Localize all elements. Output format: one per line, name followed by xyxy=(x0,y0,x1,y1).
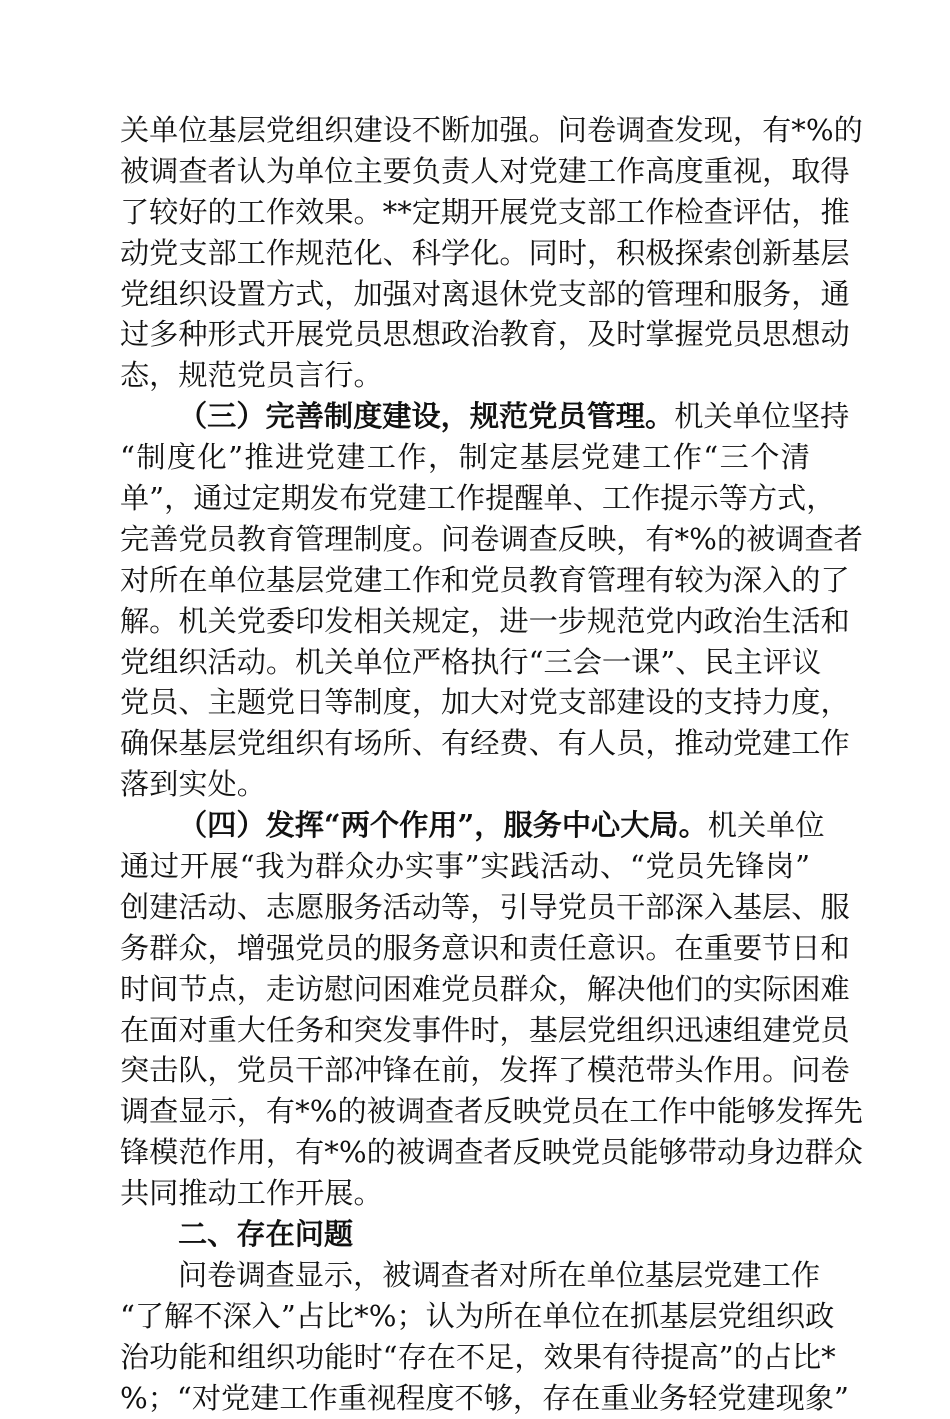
text-line: 单”，通过定期发布党建工作提醒单、工作提示等方式， xyxy=(120,481,836,516)
text-line: 过多种形式开展党员思想政治教育，及时掌握党员思想动 xyxy=(120,317,850,352)
text-line: 务群众，增强党员的服务意识和责任意识。在重要节日和 xyxy=(120,930,850,965)
paragraph-three-first-line xyxy=(120,396,850,437)
text-line: 党组织活动。机关单位严格执行“三会一课”、民主评议 xyxy=(120,644,822,679)
section-two-heading: 二、存在问题 xyxy=(178,1217,354,1252)
text-line: 问卷调查显示，被调查者对所在单位基层党建工作 xyxy=(178,1257,821,1292)
text-line: 在面对重大任务和突发事件时，基层党组织迅速组建党员 xyxy=(120,1012,850,1047)
text-line: 时间节点，走访慰问困难党员群众，解决他们的实际困难 xyxy=(120,971,850,1006)
text-line: 通过开展“我为群众办实事”实践活动、“党员先锋岗” xyxy=(120,849,810,884)
text-line: 对所在单位基层党建工作和党员教育管理有较为深入的了 xyxy=(120,562,850,597)
section-four-heading: （四）发挥“两个作用”，服务中心大局。 xyxy=(178,808,708,843)
text-line: 确保基层党组织有场所、有经费、有人员，推动党建工作 xyxy=(120,726,850,761)
text-fragment: 机关单位坚持 xyxy=(674,399,850,434)
text-line: 落到实处。 xyxy=(120,767,266,802)
text-line: 党组织设置方式，加强对离退休党支部的管理和服务，通 xyxy=(120,276,850,311)
document-page xyxy=(120,110,863,1419)
text-line: %；“对党建工作重视程度不够，存在重业务轻党建现象” xyxy=(120,1380,849,1415)
text-line: 突击队，党员干部冲锋在前，发挥了模范带头作用。问卷 xyxy=(120,1053,850,1088)
text-line: 党员、主题党日等制度，加大对党支部建设的支持力度， xyxy=(120,685,850,720)
text-line: 解。机关党委印发相关规定，进一步规范党内政治生活和 xyxy=(120,603,850,638)
text-line: 动党支部工作规范化、科学化。同时，积极探索创新基层 xyxy=(120,235,850,270)
text-line: 关单位基层党组织建设不断加强。问卷调查发现，有*%的 xyxy=(120,113,863,147)
text-line: 了较好的工作效果。**定期开展党支部工作检查评估，推 xyxy=(120,194,850,229)
text-line: 治功能和组织功能时“存在不足，效果有待提高”的占比* xyxy=(120,1339,836,1374)
text-line: 创建活动、志愿服务活动等，引导党员干部深入基层、服 xyxy=(120,889,850,924)
text-line: “制度化”推进党建工作，制定基层党建工作“三个清 xyxy=(120,440,810,475)
text-line: 共同推动工作开展。 xyxy=(120,1176,383,1211)
text-line: 完善党员教育管理制度。问卷调查反映，有*%的被调查者 xyxy=(120,521,863,556)
text-line: 态，规范党员言行。 xyxy=(120,358,383,393)
text-line: 调查显示，有*%的被调查者反映党员在工作中能够发挥先 xyxy=(120,1094,863,1129)
section-three-heading: （三）完善制度建设，规范党员管理。 xyxy=(178,399,675,434)
text-fragment: 机关单位 xyxy=(707,808,825,843)
paragraph-four-first-line xyxy=(120,805,825,846)
text-line: 被调查者认为单位主要负责人对党建工作高度重视，取得 xyxy=(120,153,850,188)
text-line: 锋模范作用，有*%的被调查者反映党员能够带动身边群众 xyxy=(120,1135,863,1170)
text-line: “了解不深入”占比*%；认为所在单位在抓基层党组织政 xyxy=(120,1298,835,1333)
